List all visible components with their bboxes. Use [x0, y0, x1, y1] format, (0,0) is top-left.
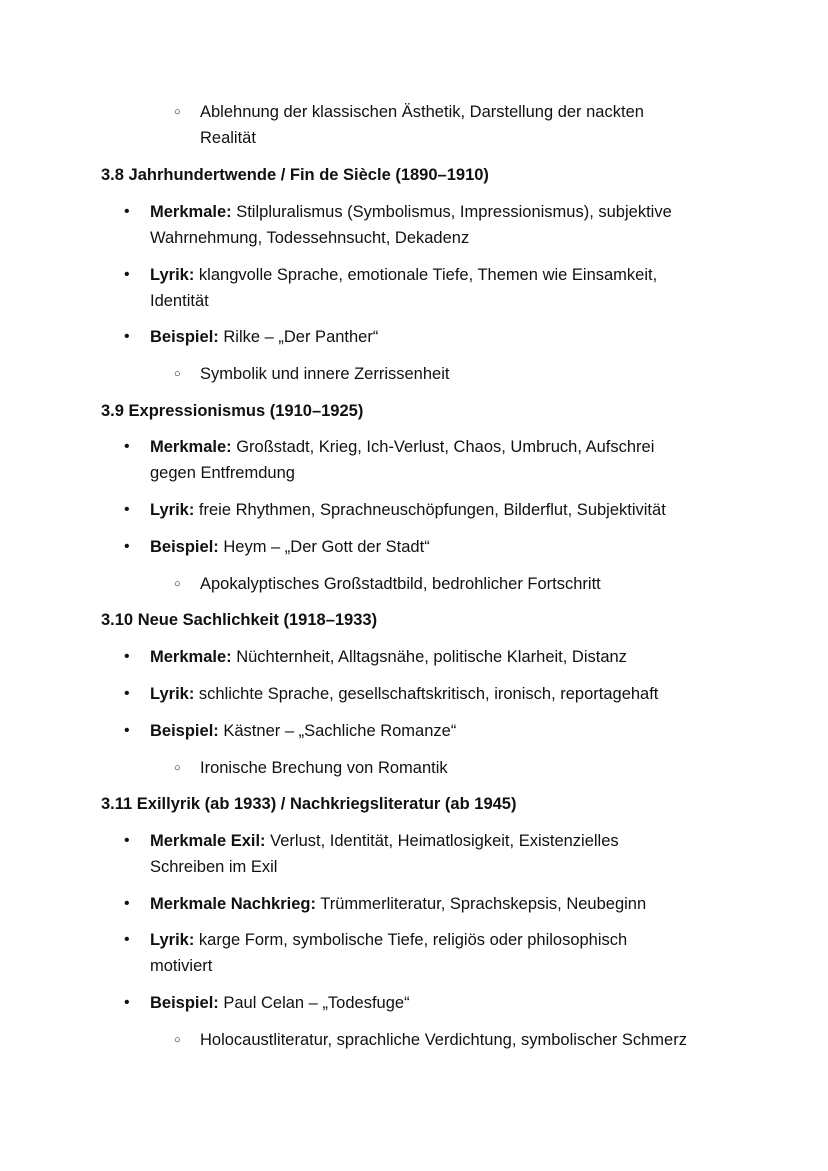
item-text: Großstadt, Krieg, Ich-Verlust, Chaos, Umbruch, Aufschrei: [236, 438, 655, 456]
item-text: karge Form, symbolische Tiefe, religiös oder philosophisch: [198, 931, 628, 949]
list-item: [150, 990, 410, 1016]
item-text: klangvolle Sprache, emotionale Tiefe, Themen wie Einsamkeit,: [198, 266, 658, 284]
bullet-marker: •: [124, 895, 130, 912]
item-label: Merkmale Nachkrieg:: [150, 895, 316, 913]
list-item: [150, 199, 672, 225]
sub-bullet-text: Holocaustliteratur, sprachliche Verdichtung, symbolischer Schmerz: [200, 1031, 687, 1049]
item-label: Merkmale:: [150, 648, 232, 666]
list-item: [150, 681, 658, 707]
section-heading: 3.10 Neue Sachlichkeit (1918–1933): [101, 611, 378, 629]
list-item: [150, 891, 646, 917]
bullet-marker: •: [124, 832, 130, 849]
bullet-marker: •: [124, 648, 130, 665]
item-text: Trümmerliteratur, Sprachskepsis, Neubeginn: [320, 895, 647, 913]
sub-bullet-marker: ○: [174, 578, 181, 590]
item-label: Merkmale Exil:: [150, 832, 266, 850]
list-item: [150, 644, 627, 670]
item-text: Wahrnehmung, Todessehnsucht, Dekadenz: [150, 229, 470, 247]
item-text: Paul Celan – „Todesfuge“: [223, 994, 410, 1012]
sub-bullet-text: Realität: [200, 129, 256, 147]
bullet-marker: •: [124, 328, 130, 345]
list-item: [150, 262, 657, 288]
item-text: freie Rhythmen, Sprachneuschöpfungen, Bilderflut, Subjektivität: [198, 501, 666, 519]
item-text: gegen Entfremdung: [150, 464, 295, 482]
list-item: [150, 927, 627, 953]
item-label: Beispiel:: [150, 328, 219, 346]
item-text: Identität: [150, 292, 209, 310]
sub-bullet-marker: ○: [174, 1034, 181, 1046]
item-label: Merkmale:: [150, 203, 232, 221]
list-item: [150, 324, 378, 350]
bullet-marker: •: [124, 538, 130, 555]
bullet-marker: •: [124, 931, 130, 948]
bullet-marker: •: [124, 266, 130, 283]
list-item: [150, 718, 456, 744]
sub-bullet-text: Ablehnung der klassischen Ästhetik, Darstellung der nackten: [200, 103, 644, 121]
item-text: schlichte Sprache, gesellschaftskritisch, ironisch, reportagehaft: [198, 685, 659, 703]
section-heading: 3.8 Jahrhundertwende / Fin de Siècle (1890–1910): [101, 166, 489, 184]
list-item: [150, 534, 430, 560]
sub-bullet-text: Apokalyptisches Großstadtbild, bedrohlicher Fortschritt: [200, 575, 601, 593]
item-text: Stilpluralismus (Symbolismus, Impressionismus), subjektive: [236, 203, 672, 221]
item-label: Merkmale:: [150, 438, 232, 456]
item-text: Verlust, Identität, Heimatlosigkeit, Existenzielles: [270, 832, 619, 850]
bullet-marker: •: [124, 994, 130, 1011]
item-label: Beispiel:: [150, 722, 219, 740]
item-text: Schreiben im Exil: [150, 858, 278, 876]
item-text: Rilke – „Der Panther“: [223, 328, 379, 346]
section-heading: 3.9 Expressionismus (1910–1925): [101, 402, 364, 420]
item-text: Kästner – „Sachliche Romanze“: [223, 722, 457, 740]
sub-bullet-marker: ○: [174, 106, 181, 118]
sub-bullet-marker: ○: [174, 368, 181, 380]
bullet-marker: •: [124, 203, 130, 220]
list-item: [150, 497, 666, 523]
sub-bullet-text: Symbolik und innere Zerrissenheit: [200, 365, 450, 383]
item-text: Heym – „Der Gott der Stadt“: [223, 538, 430, 556]
bullet-marker: •: [124, 685, 130, 702]
item-label: Lyrik:: [150, 931, 195, 949]
item-text: motiviert: [150, 957, 213, 975]
item-label: Lyrik:: [150, 685, 195, 703]
item-label: Beispiel:: [150, 994, 219, 1012]
item-label: Beispiel:: [150, 538, 219, 556]
sub-bullet-marker: ○: [174, 762, 181, 774]
bullet-marker: •: [124, 438, 130, 455]
item-text: Nüchternheit, Alltagsnähe, politische Klarheit, Distanz: [236, 648, 627, 666]
bullet-marker: •: [124, 501, 130, 518]
item-label: Lyrik:: [150, 266, 195, 284]
list-item: [150, 434, 654, 460]
section-heading: 3.11 Exillyrik (ab 1933) / Nachkriegsliteratur (ab 1945): [101, 795, 517, 813]
sub-bullet-text: Ironische Brechung von Romantik: [200, 759, 448, 777]
bullet-marker: •: [124, 722, 130, 739]
list-item: [150, 828, 619, 854]
item-label: Lyrik:: [150, 501, 195, 519]
